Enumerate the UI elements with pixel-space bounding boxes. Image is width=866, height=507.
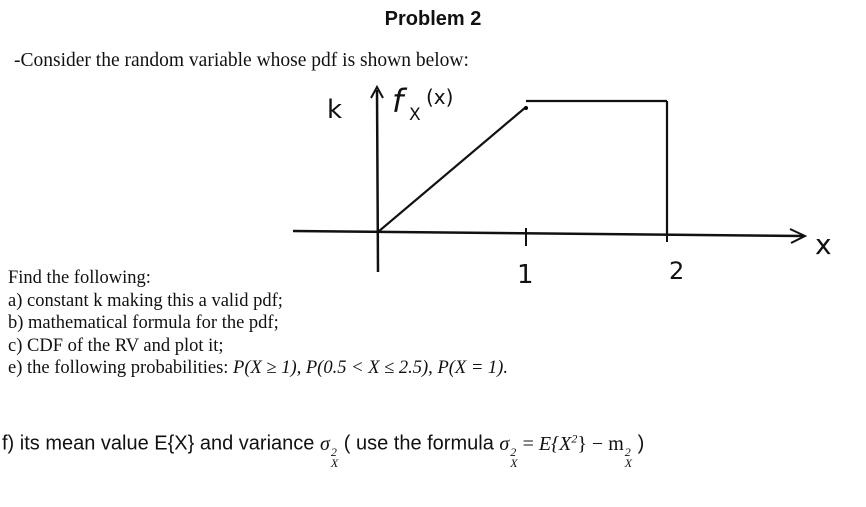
variance-exponent: 2 xyxy=(330,444,337,459)
formula-x-exponent: 2 xyxy=(571,431,578,445)
tick-1-label: 1 xyxy=(517,260,534,290)
problem-intro: -Consider the random variable whose pdf is shown below: xyxy=(14,50,469,71)
question-c: c) CDF of the RV and plot it; xyxy=(8,335,224,356)
formula-sigma-subscript: X xyxy=(510,455,518,470)
variance-subscript: X xyxy=(330,455,339,470)
sigma-symbol: σ xyxy=(319,432,330,455)
y-axis xyxy=(377,90,378,272)
question-heading: Find the following: xyxy=(8,268,151,288)
problem-title: Problem 2 xyxy=(384,8,482,30)
question-b: b) mathematical formula for the pdf; xyxy=(8,313,279,333)
question-f-prefix: f) its mean value E{X} and variance xyxy=(2,432,315,455)
formula-m-exponent: 2 xyxy=(624,444,631,459)
question-a: a) constant k making this a valid pdf; xyxy=(8,290,283,311)
formula-expectation: E{X xyxy=(538,432,572,455)
question-e xyxy=(8,357,508,380)
formula-sigma: σ xyxy=(499,432,510,455)
question-e-prefix: e) the following probabilities: xyxy=(8,358,229,378)
probability-1: P(X ≥ 1), xyxy=(233,358,302,378)
x-axis-label: x xyxy=(815,228,832,261)
y-axis-label-arg: (x) xyxy=(426,85,454,109)
probability-2: P(0.5 < X ≤ 2.5), xyxy=(305,358,433,378)
question-f-end: ) xyxy=(637,432,645,455)
y-axis-label: f xyxy=(392,82,404,120)
pdf-rising-segment xyxy=(378,107,526,232)
formula-minus-m: } − m xyxy=(577,432,624,455)
formula-sigma-exponent: 2 xyxy=(510,444,517,459)
probability-3: P(X = 1). xyxy=(437,358,508,378)
y-axis-label-sub: X xyxy=(409,105,421,125)
tick-2-label: 2 xyxy=(669,257,685,285)
k-level-label: k xyxy=(327,95,343,125)
formula-equals: = xyxy=(522,432,534,455)
question-f-middle: ( use the formula xyxy=(343,432,494,455)
question-f xyxy=(2,431,644,469)
formula-m-subscript: X xyxy=(624,455,633,470)
question-list xyxy=(8,267,508,380)
pdf-corner-dot xyxy=(524,106,528,110)
variance-symbol xyxy=(319,432,339,470)
variance-formula xyxy=(499,431,633,470)
x-axis xyxy=(293,231,804,236)
